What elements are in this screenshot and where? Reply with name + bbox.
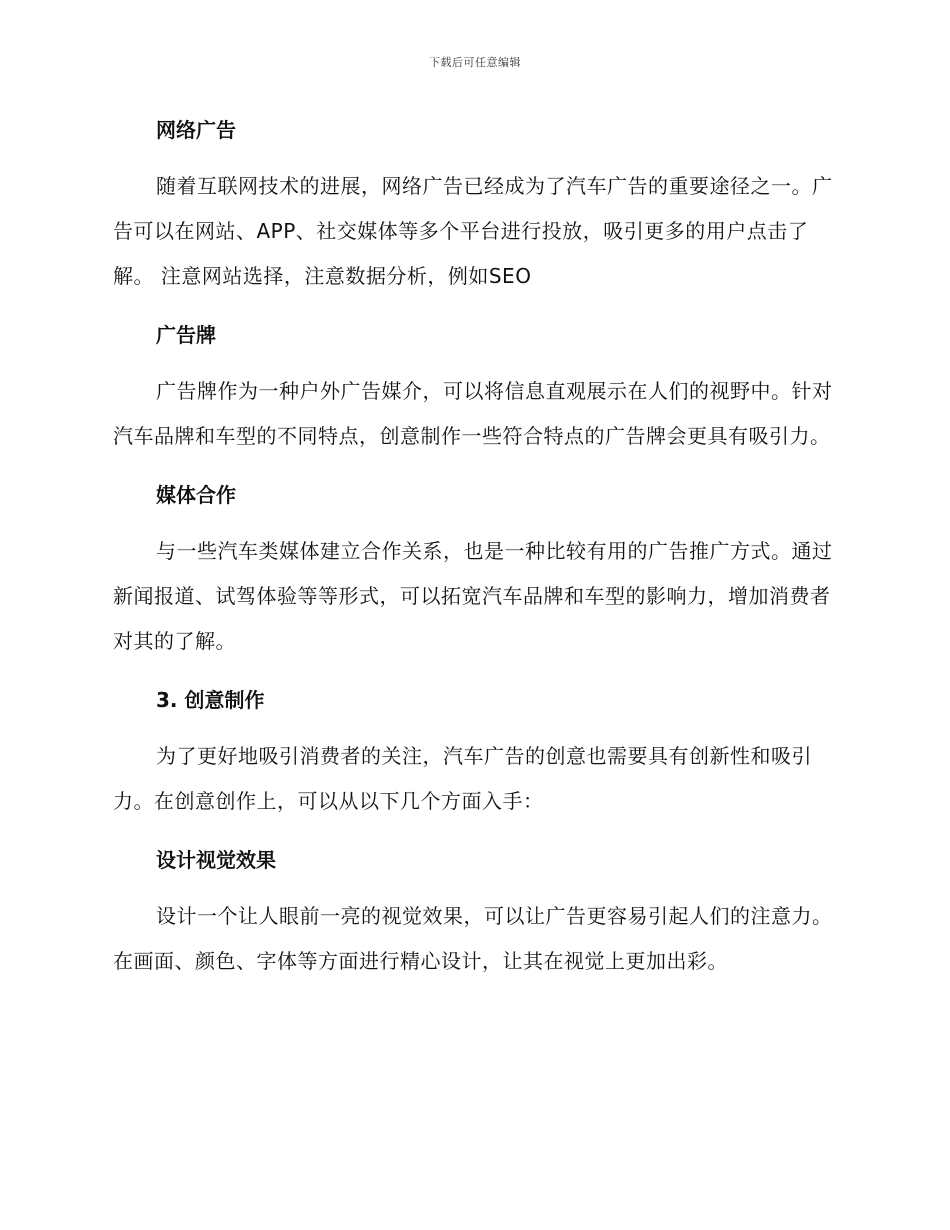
section-heading: 3. 创意制作 bbox=[156, 688, 265, 712]
section-media-cooperation bbox=[113, 473, 833, 664]
section-heading: 广告牌 bbox=[156, 323, 216, 347]
section-paragraph: 设计一个让人眼前一亮的视觉效果，可以让广告更容易引起人们的注意力。在画面、颜色、字体等方面进行精心设计，让其在视觉上更加出彩。 bbox=[113, 904, 833, 973]
section-billboard bbox=[113, 313, 833, 459]
section-visual-design bbox=[113, 838, 833, 984]
section-creative-production bbox=[113, 678, 833, 824]
section-heading: 设计视觉效果 bbox=[156, 848, 276, 872]
document-body bbox=[113, 108, 833, 998]
page-header: 下载后可任意编辑 bbox=[429, 56, 521, 69]
section-paragraph: 广告牌作为一种户外广告媒介，可以将信息直观展示在人们的视野中。针对汽车品牌和车型的不同特点，创意制作一些符合特点的广告牌会更具有吸引力。 bbox=[113, 379, 833, 448]
section-paragraph: 为了更好地吸引消费者的关注，汽车广告的创意也需要具有创新性和吸引力。在创意创作上，可以从以下几个方面入手： bbox=[113, 744, 812, 813]
section-heading: 网络广告 bbox=[156, 118, 236, 142]
section-online-ads bbox=[113, 108, 833, 299]
section-heading: 媒体合作 bbox=[156, 483, 236, 507]
section-paragraph: 与一些汽车类媒体建立合作关系，也是一种比较有用的广告推广方式。通过新闻报道、试驾体验等等形式，可以拓宽汽车品牌和车型的影响力，增加消费者对其的了解。 bbox=[113, 539, 833, 653]
section-paragraph: 随着互联网技术的进展，网络广告已经成为了汽车广告的重要途径之一。广告可以在网站、APP、社交媒体等多个平台进行投放，吸引更多的用户点击了解。 注意网站选择，注意数据分析，例如SEO bbox=[113, 174, 833, 288]
